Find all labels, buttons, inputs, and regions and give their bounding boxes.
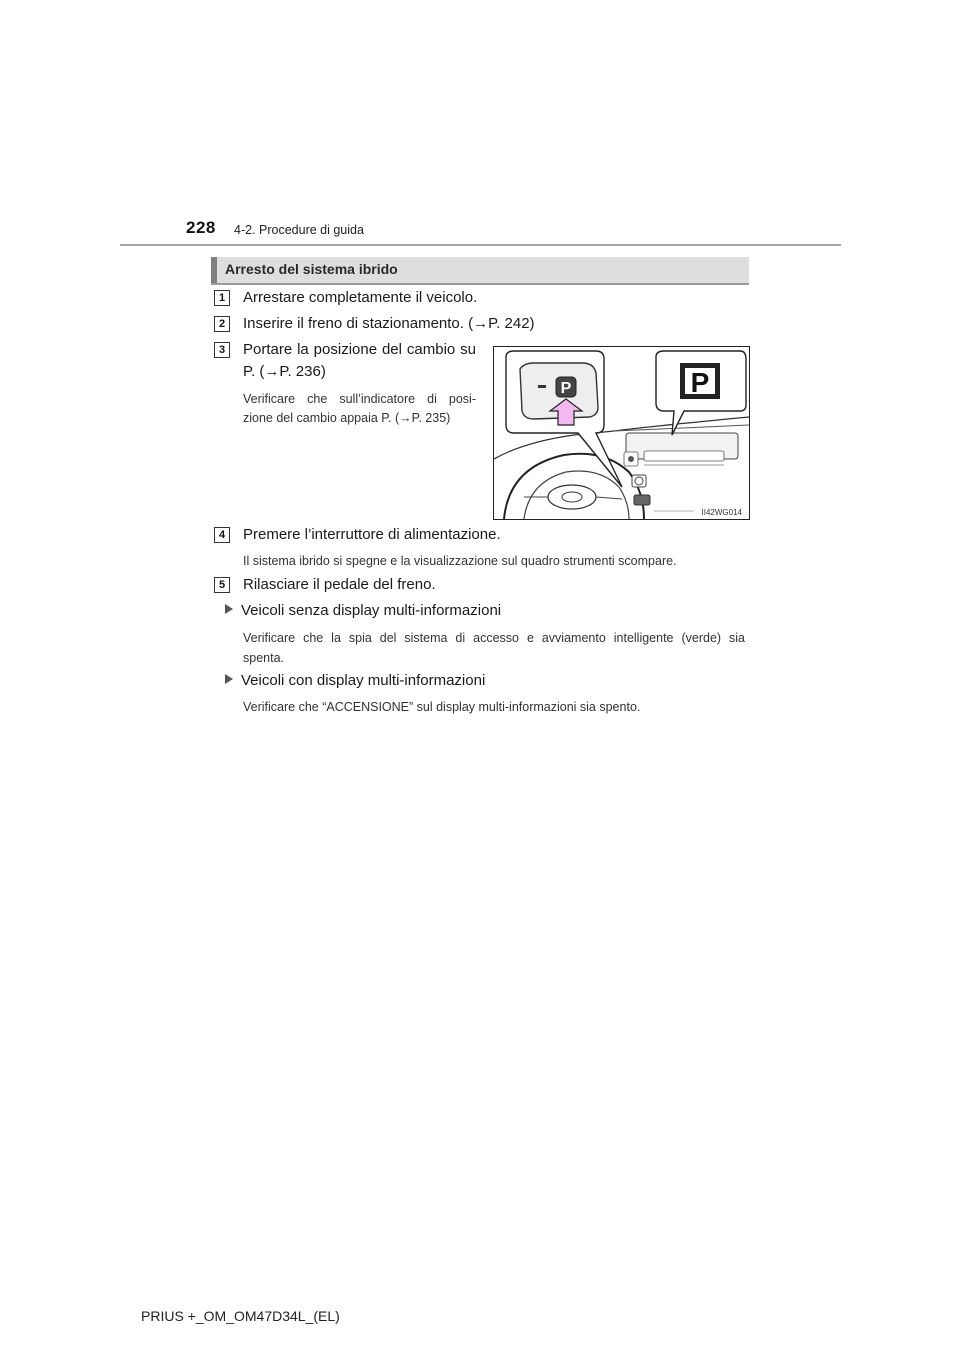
bullet-2-note: Verificare che “ACCENSIONE” sul display multi-informazioni sia spento. (243, 700, 641, 714)
step-3-text-line1: Portare la posizione del cambio su (243, 341, 476, 358)
step-4-text: Premere l’interruttore di alimentazione. (243, 526, 501, 543)
step-5-text: Rilasciare il pedale del freno. (243, 576, 436, 593)
step-number-5: 5 (214, 577, 230, 593)
figure-code: II42WG014 (701, 508, 742, 517)
step-number-2: 2 (214, 316, 230, 332)
bullet-no-display (225, 602, 501, 619)
title-accent (211, 257, 217, 283)
step-1-text: Arrestare completamente il veicolo. (243, 289, 478, 306)
step-4-note: Il sistema ibrido si spegne e la visualizzazione sul quadro strumenti scompare. (243, 554, 677, 568)
bullet-2-title: Veicoli con display multi-informazioni (241, 672, 486, 689)
step-number-4: 4 (214, 527, 230, 543)
bullet-1-title: Veicoli senza display multi-informazioni (241, 602, 502, 619)
section-heading: 4-2. Procedure di guida (234, 223, 364, 237)
bullet-1-note-line2: spenta. (243, 651, 285, 665)
section-title-bar (211, 257, 749, 285)
triangle-bullet-icon (225, 604, 233, 614)
display-p-label: P (690, 367, 710, 398)
triangle-bullet-icon (225, 674, 233, 684)
step-3-note-line2: zione del cambio appaia P. (→P. 235) (243, 411, 451, 425)
switch-p-label: P (560, 380, 572, 397)
step-3-text-line2: P. (→P. 236) (243, 363, 326, 380)
step-3-note-line1: Verificare che sull’indicatore di posi- (243, 392, 476, 406)
step-2-text: Inserire il freno di stazionamento. (→P. 242) (243, 315, 535, 332)
page-number: 228 (186, 218, 216, 237)
step-number-3: 3 (214, 342, 230, 358)
section-title: Arresto del sistema ibrido (225, 261, 398, 277)
document-code-footer: PRIUS +_OM_OM47D34L_(EL) (141, 1308, 340, 1324)
bullet-1-note-line1: Verificare che la spia del sistema di accesso e avviamento intelligente (verde) sia (243, 631, 745, 645)
shift-position-illustration (493, 346, 750, 520)
header-divider (120, 244, 841, 246)
dashboard-drawing (494, 347, 749, 519)
bullet-with-display (225, 672, 485, 689)
step-number-1: 1 (214, 290, 230, 306)
